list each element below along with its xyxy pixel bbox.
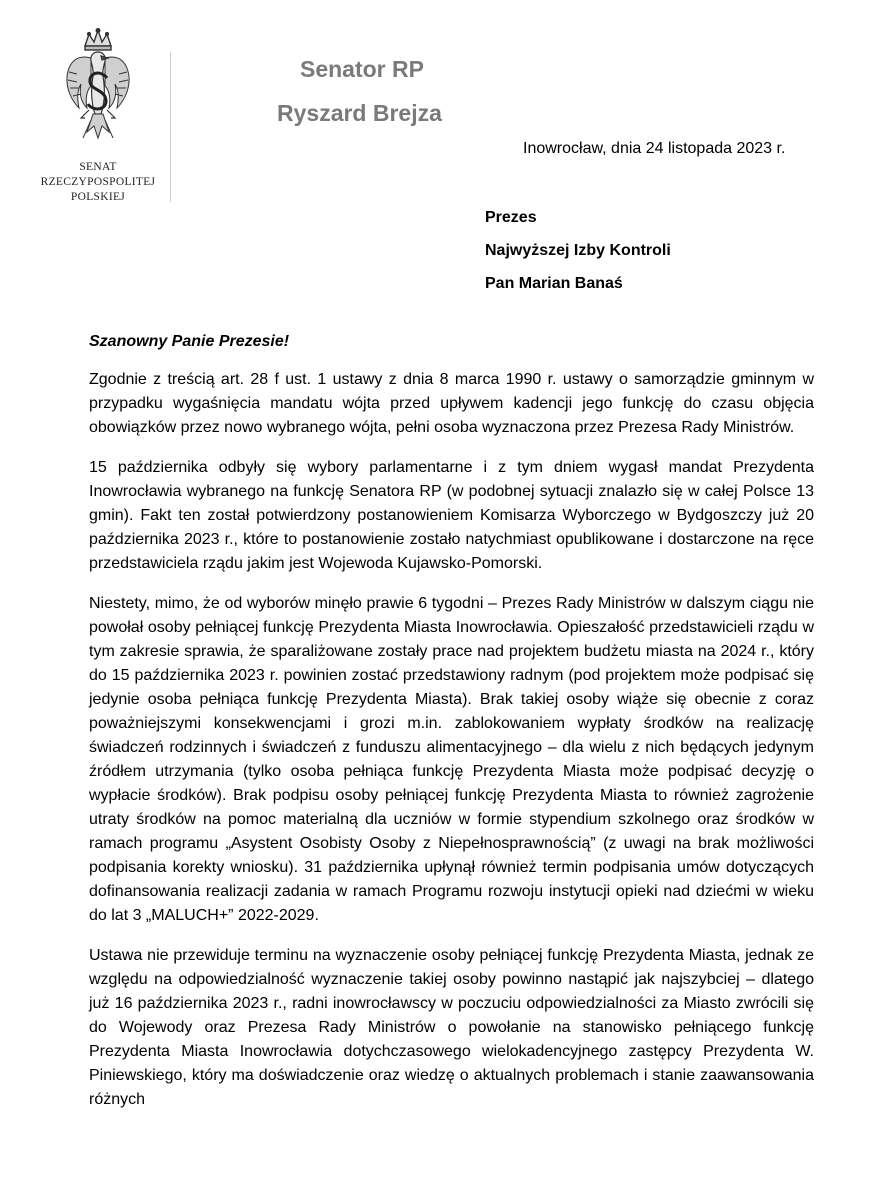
paragraph-3: Niestety, mimo, że od wyborów minęło prawie 6 tygodni – Prezes Rady Ministrów w dalszym ciągu nie powołał osoby pełniącej funkcję Prezydenta Miasta Inowrocławia. Opieszałość przedstawicieli rządu w tym zakresie sprawia, że sparaliżowane zostały prace nad projektem budżetu miasta na 2024 r., który do 15 października 2023 r. powinien zostać przedstawiony radnym (pod projektem może podpisać się jedynie osoba pełniąca funkcję Prezydenta Miasta). Brak takiej osoby wiąże się obecnie z coraz poważniejszymi konsekwencjami i grozi m.in. zablokowaniem wypłaty środków na realizację świadczeń rodzinnych i świadczeń z funduszu alimentacyjnego – dla wielu z nich będących jedynym źródłem utrzymania (tylko osoba pełniąca funkcję Prezydenta Miasta może podpisać decyzję o wypłacie środków). Brak podpisu osoby pełniącej funkcję Prezydenta Miasta to również zagrożenie utraty środków na pomoc materialną dla uczniów w formie stypendium szkolnego oraz środków w ramach programu „Asystent Osobisty Osoby z Niepełnosprawnością” (z uwagi na brak możliwości podpisania korekty wniosku). 31 października upłynął również termin podpisania umów dotyczących dofinansowania realizacji zadania w ramach Programu rozwoju instytucji opieki nad dziećmi w wieku do lat 3 „MALUCH+” 2022-2029. bbox=[89, 595, 814, 924]
logo-line-2: RZECZYPOSPOLITEJ bbox=[40, 176, 156, 188]
letterhead-divider bbox=[170, 52, 171, 202]
letter-body bbox=[89, 368, 814, 1128]
logo-line-1: SENAT bbox=[79, 161, 117, 173]
salutation: Szanowny Panie Prezesie! bbox=[89, 333, 290, 350]
senate-logo bbox=[38, 28, 158, 212]
senator-name: Ryszard Brejza bbox=[277, 100, 442, 126]
paragraph-1: Zgodnie z treścią art. 28 f ust. 1 ustawy z dnia 8 marca 1990 r. ustawy o samorządzie gminnym w przypadku wygaśnięcia mandatu wójta przed upływem kadencji jego funkcję do czasu objęcia obowiązków przez nowo wybranego wójta, pełni osoba wyznaczona przez Prezesa Rady Ministrów. bbox=[89, 371, 814, 436]
logo-line-3: POLSKIEJ bbox=[70, 191, 126, 203]
paragraph-2: 15 października odbyły się wybory parlamentarne i z tym dniem wygasł mandat Prezydenta Inowrocławia wybranego na funkcję Senatora RP (w podobnej sytuacji znalazło się w całej Polsce 13 gmin). Fakt ten został potwierdzony postanowieniem Komisarza Wyborczego w Bydgoszczy już 20 października 2023 r., które to postanowienie zostało natychmiast opublikowane i dostarczone na ręce przedstawiciela rządu jakim jest Wojewoda Kujawsko-Pomorski. bbox=[89, 459, 814, 572]
senate-eagle-icon bbox=[63, 28, 133, 156]
addressee-line-3: Pan Marian Banaś bbox=[485, 275, 623, 292]
addressee-line-2: Najwyższej Izby Kontroli bbox=[485, 242, 671, 259]
date-line: Inowrocław, dnia 24 listopada 2023 r. bbox=[523, 140, 786, 157]
paragraph-4: Ustawa nie przewiduje terminu na wyznaczenie osoby pełniącej funkcję Prezydenta Miasta, jednak ze względu na odpowiedzialność wyznaczenie takiej osoby powinno nastąpić jak najszybciej – dlatego już 16 października 2023 r., radni inowrocławscy w poczuciu odpowiedzialności za Miasto zwrócili się do Wojewody oraz Prezesa Rady Ministrów o powołanie na stanowisko pełniącego funkcję Prezydenta Miasta Inowrocławia dotychczasowego wielokadencyjnego zastępcy Prezydenta W. Piniewskiego, który ma doświadczenie oraz wiedzę o aktualnych problemach i stanie zaawansowania różnych bbox=[89, 947, 814, 1108]
senator-title: Senator RP bbox=[300, 56, 424, 82]
addressee-block bbox=[485, 201, 671, 300]
senate-logo-text bbox=[38, 160, 158, 205]
addressee-line-1: Prezes bbox=[485, 209, 537, 226]
